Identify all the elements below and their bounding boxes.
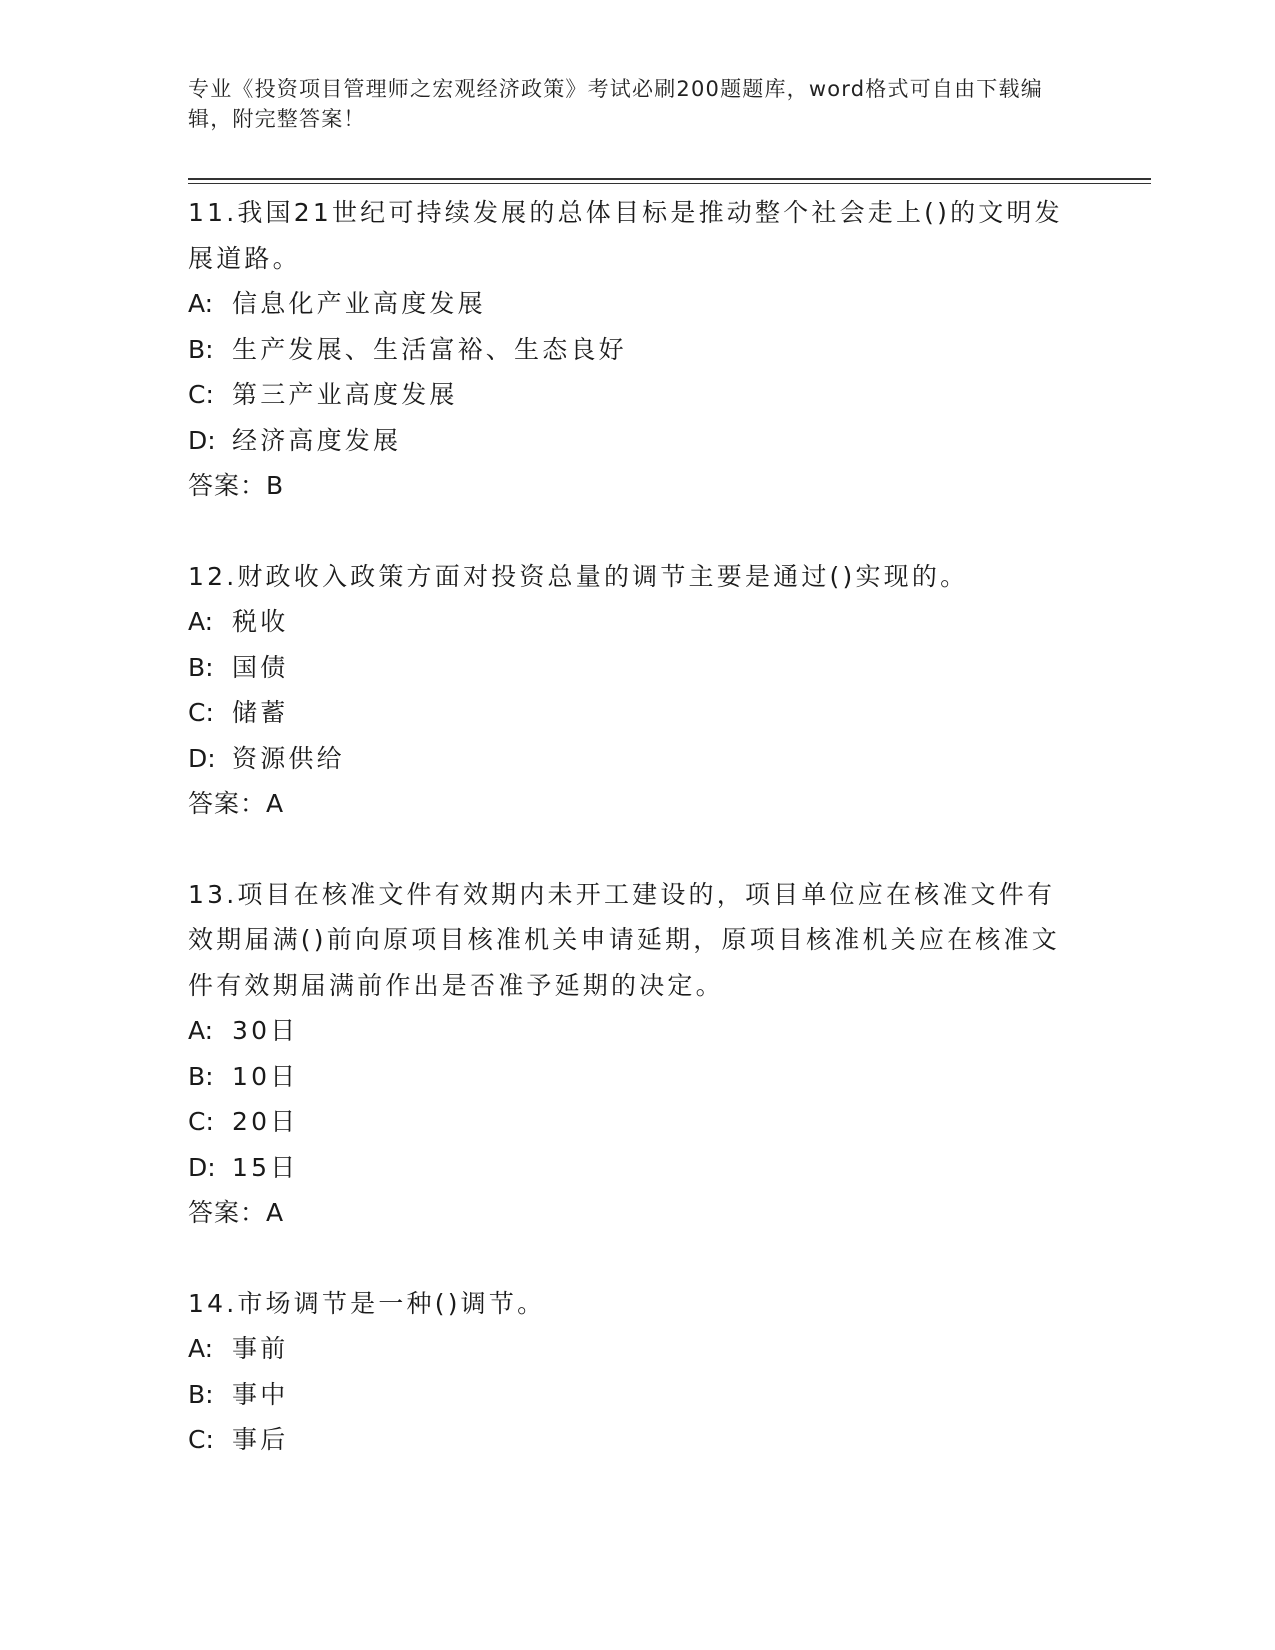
question-spacer [188,509,1088,554]
option-b [188,1054,1088,1100]
document-header: 专业《投资项目管理师之宏观经济政策》考试必刷200题题库，word格式可自由下载编辑，附完整答案！ [188,77,1043,131]
option-letter: A: [188,1334,214,1363]
option-d [188,736,1088,782]
option-text: 事后 [232,1425,289,1454]
option-a [188,599,1088,645]
answer-line: 答案：A [188,1198,285,1227]
header-divider-thick [188,178,1151,180]
option-text: 经济高度发展 [232,425,402,455]
option-text: 资源供给 [232,743,345,773]
option-text: 30日 [232,1016,299,1045]
option-c [188,1417,1088,1463]
question-list [188,190,1088,1463]
option-letter: C: [188,380,214,409]
question-stem: 13.项目在核准文件有效期内未开工建设的，项目单位应在核准文件有效期届满()前向原项目核准机关申请延期，原项目核准机关应在核准文件有效期届满前作出是否准予延期的决定。 [188,879,1060,1000]
option-b [188,645,1088,691]
option-text: 储蓄 [232,698,289,727]
option-text: 第三产业高度发展 [232,380,458,409]
option-text: 国债 [232,652,289,682]
option-c [188,372,1088,418]
option-text: 税收 [232,607,289,636]
option-d [188,418,1088,464]
option-letter: B: [188,1061,214,1091]
answer-line: 答案：B [188,471,285,500]
option-letter: A: [188,1016,214,1045]
option-letter: D: [188,425,216,455]
option-letter: C: [188,698,214,727]
question-stem: 12.财政收入政策方面对投资总量的调节主要是通过()实现的。 [188,561,969,591]
option-a [188,1008,1088,1054]
option-letter: A: [188,607,214,636]
option-text: 事前 [232,1334,289,1363]
option-letter: B: [188,334,214,364]
option-text: 信息化产业高度发展 [232,289,486,318]
option-text: 事中 [232,1379,289,1409]
header-divider-thin [188,183,1151,184]
question-stem: 11.我国21世纪可持续发展的总体目标是推动整个社会走上()的文明发展道路。 [188,198,1063,273]
option-c [188,1099,1088,1145]
answer-line: 答案：A [188,789,285,818]
option-c [188,690,1088,736]
option-letter: D: [188,743,216,773]
question-stem: 14.市场调节是一种()调节。 [188,1288,546,1318]
option-letter: B: [188,652,214,682]
option-letter: A: [188,289,214,318]
option-b [188,1372,1088,1418]
question-spacer [188,827,1088,872]
option-d [188,1145,1088,1191]
question-block [188,872,1088,1236]
option-letter: D: [188,1152,216,1182]
option-text: 15日 [232,1152,299,1182]
option-text: 20日 [232,1107,299,1136]
option-text: 生产发展、生活富裕、生态良好 [232,334,627,364]
option-a [188,1326,1088,1372]
option-text: 10日 [232,1061,299,1091]
question-block [188,190,1088,509]
question-block [188,1281,1088,1463]
option-b [188,327,1088,373]
question-block [188,554,1088,827]
option-letter: C: [188,1107,214,1136]
option-a [188,281,1088,327]
option-letter: B: [188,1379,214,1409]
question-spacer [188,1236,1088,1281]
option-letter: C: [188,1425,214,1454]
